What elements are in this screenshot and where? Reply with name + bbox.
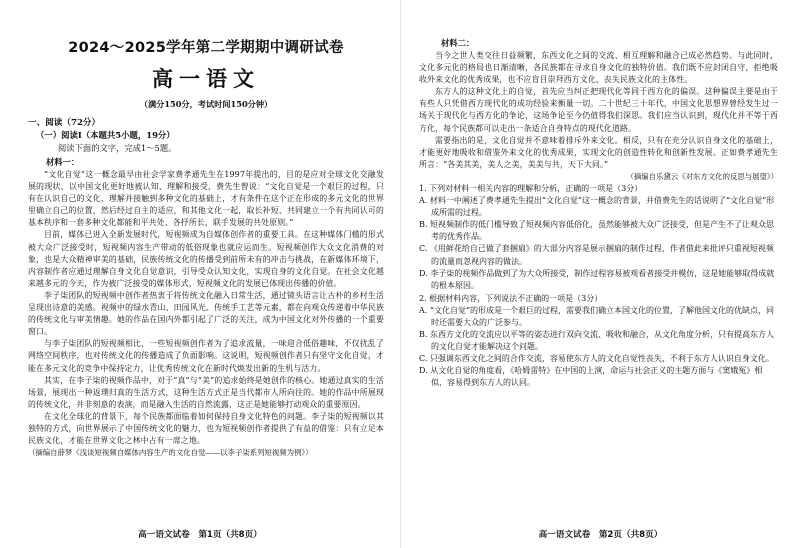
- paragraph: 当今之世人类交往日益频繁，东西文化之间的交流、相互理解和融合已成必然趋势。与此同时，文化多元化的格局也日渐清晰，各民族都在寻求自身文化的独特价值。我们既不应封闭自守，拒绝吸收外来文化的优秀成果，也不应盲目崇拜西方文化，丧失民族文化的主体性。: [419, 51, 778, 85]
- question-1: 1. 下列对材料一相关内容的理解和分析，正确的一项是（3分）: [419, 183, 643, 193]
- subsection-heading: （一）阅读Ⅰ（本题共5小题，19分）: [36, 130, 175, 140]
- subject-title: 高一语文: [152, 67, 260, 91]
- exam-meta: （满分150分，考试时间150分钟）: [139, 99, 273, 109]
- paragraph: “文化自觉”这一概念最早由社会学家费孝通先生在1997年提出的，目的是应对全球文化交融发展的现状，以中国文化更好地被认知、理解和接受，费先生曾说：“文化自觉是一个艰巨的过程，只有在认识自己的文化，理解并接触到多种文化的基础上，才有条件在这个正在形成的多元文化的世界里确立自己的位置，然后经过自主的适应，和其他文化一起，取长补短，共同建立一个有共同认可的基本秩序和一套多种文化都能和平共处、各抒所长，联手发展的共处原则。”: [28, 170, 384, 228]
- option-a: A. “文化自觉”的形成是一个艰巨的过程，需要我们确立本国文化的位置，了解他国文化的优缺点，同时还需要大众的广泛参与。: [419, 305, 775, 327]
- page-footer: 高一语文试卷 第1页（共8页）: [138, 530, 262, 540]
- page-right: [400, 0, 800, 548]
- instruction: 阅读下面的文字，完成1～5题。: [58, 143, 177, 153]
- paragraph: 在文化全球化的背景下，每个民族都面临着如何保持自身文化特色的问题。李子柒的短视频以其独特的方式，向世界展示了中国传统文化的魅力，也为短视频创作者提供了有益的借鉴：只有立足本民族文化，才能在世界文化之林中占有一席之地。: [28, 411, 384, 446]
- paragraph: 其实，在李子柒的视频作品中，对于“真”与“美”的追求始终是她创作的核心。她通过真实的生活场景，展现出一种返璞归真的生活方式，这种生活方式正是当代都市人所向往的。她的作品中所展现的传统文化，并非刻意的表演，而是融入生活的自然流露，这正是她能够打动观众的重要原因。: [28, 375, 384, 409]
- source-citation: （摘编自乐黛云《对东方文化的反思与展望》）: [626, 171, 778, 181]
- paragraph: 李子柒团队的短视频中创作者热衷于将传统文化融入日常生活，通过镜头语言让古朴的乡村生活呈现出诗意的美感。视频中的绿水青山、田园风光、传统手工艺等元素，都在向观众传递着中华民族的传统文化与审美情趣。她的作品在国内外都引起了广泛的关注，成为中国文化对外传播的一个重要窗口。: [28, 290, 384, 337]
- page-footer: 高一语文试卷 第2页（共8页）: [538, 530, 663, 540]
- option-c: C. 只强调东西文化之间的合作交流，容易使东方人的文化自觉性丧失，不利于东方人认识自身文化。: [419, 354, 774, 364]
- paragraph: 目前，媒体已进入全新发展时代，短视频成为自媒体创作者的重要工具。在这种媒体门槛的形式被大众广泛接受时，短视频内容生产带动的低俗现象也就应运而生。短视频创作大众文化消费的对象，也是大众精神审美的基础，民族传统文化的传播受到前所未有的冲击与挑战，在新媒体环境下，内容制作者应通过理解自身文化自觉意识，引导受众认知文化，实现自身的文化自觉。在社会文化越来越多元的今天，作为被广泛接受的媒体形式，短视频文化的发展已体现出传播的价值。: [28, 230, 384, 288]
- material2-label: 材料二：: [441, 38, 475, 48]
- section-heading: 一、阅读（72分）: [28, 118, 101, 128]
- exam-title: 2024～2025学年第二学期期中调研试卷: [68, 40, 344, 56]
- question-2: 2. 根据材料内容，下列说法不正确的一项是（3分）: [419, 293, 603, 303]
- material1-label: 材料一：: [46, 157, 80, 167]
- paragraph: 需要指出的是，文化自觉并不意味着排斥外来文化。相反，只有在充分认识自身文化的基础上，才能更好地吸收和借鉴外来文化的优秀成果，实现文化的创造性转化和创新性发展。正如费孝通先生所言：“各美其美，美人之美，美美与共，天下大同。”: [419, 135, 778, 169]
- option-a: A. 材料一中阐述了费孝通先生提出“文化自觉”这一概念的背景，并借费先生的话说明了“文化自觉”形成所需的过程。: [419, 196, 775, 218]
- option-d: D. 李子柒的视频作品做到了为大众所接受，制作过程容易被观看者接受并模仿，这是她能够取得成就的根本原因。: [419, 268, 775, 290]
- option-c: C. 《用鲜花给自己做了套捆扇》的大部分内容是展示捆扇的制作过程，作者借此来批评只重视短视频的流量而忽视内容的做法。: [419, 244, 774, 266]
- option-d: D. 从文化自觉的角度看，《哈姆雷特》在中国的上演，命运与社会正义的主题方面与《窦娥冤》相似，容易得到东方人的认同。: [419, 366, 763, 388]
- source-citation: （摘编自薛梦《浅谈短视频自媒体内容生产的文化自觉——以李子柒系列短视频为例》）: [28, 448, 313, 458]
- option-b: B. 东西方文化的交流应以平等的姿态进行双向交流、吸收和融合，从文化角度分析，只有提高东方人的文化自觉才能解决这个问题。: [419, 330, 774, 352]
- paragraph: 与李子柒团队的短视频相比，一些短视频创作者为了追求流量，一味迎合低俗趣味，不仅扰乱了网络空间秩序，也对传统文化的传播造成了负面影响。这说明，短视频创作者只有坚守文化自觉，才能在多元文化的竞争中保持定力，让优秀传统文化在新时代焕发出新的生机与活力。: [28, 339, 384, 373]
- option-b: B. 短视频制作的低门槛导致了短视频内容低俗化，虽然能够被大众广泛接受，但是产生不了让观众思考的优秀作品。: [419, 220, 774, 242]
- paragraph: 东方人的这种文化上的自觉，首先应当纠正把现代化等同于西方化的偏误。这种偏误主要是由于有些人只凭借西方现代化的成功经验来衡量一切。二十世纪三十年代，中国文化思想界曾经发生过一场关于现代化与西方化的争论，这场争论至今仍值得我们深思。我们应当认识到，现代化并不等于西方化，每个民族都可以走出一条适合自身特点的现代化道路。: [419, 87, 778, 133]
